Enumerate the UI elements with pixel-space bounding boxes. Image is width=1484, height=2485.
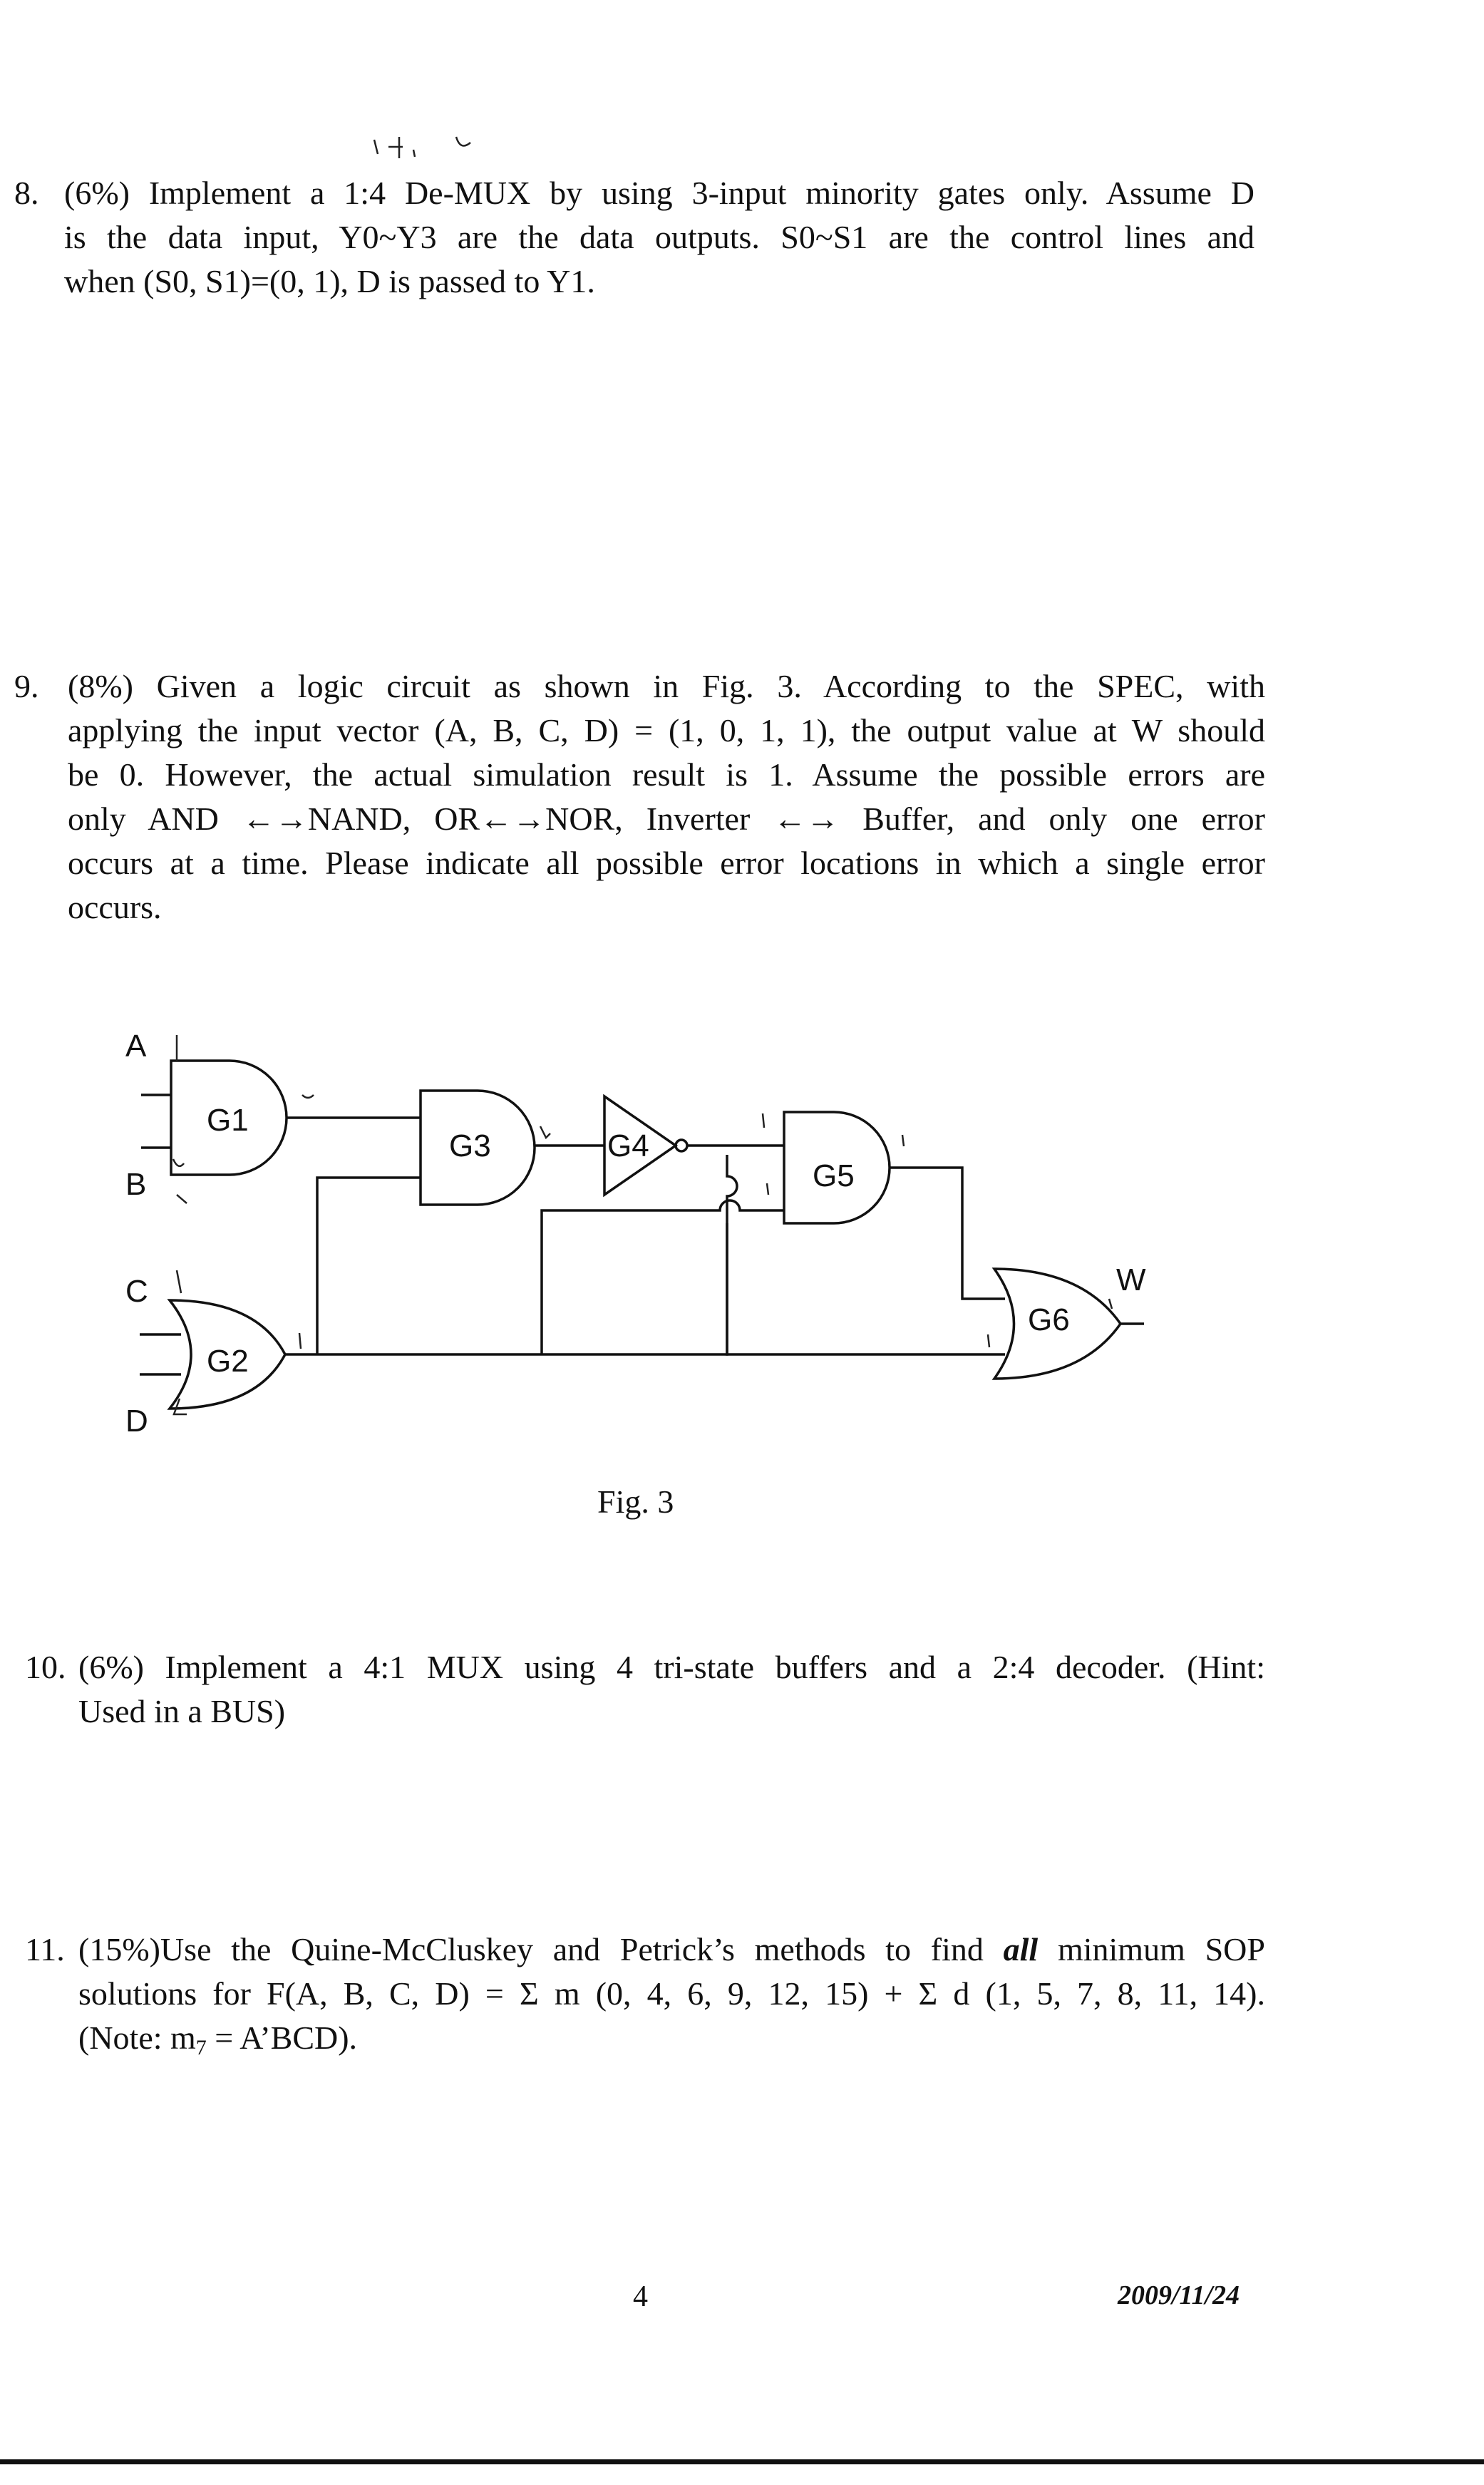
q9-line-3: be 0. However, the actual simulation result is 1. Assume the possible errors are xyxy=(68,756,1265,793)
page-number: 4 xyxy=(633,2280,648,2313)
q11-line-2: solutions for F(A, B, C, D) = Σ m (0, 4, 6, 9, 12, 15) + Σ d (1, 5, 7, 8, 11, 14). xyxy=(78,1975,1265,2012)
q11-line-3-pre: (Note: m xyxy=(78,2020,196,2056)
bottom-rule xyxy=(0,2459,1484,2464)
input-a-label: A xyxy=(125,1029,147,1064)
q10-line-2: Used in a BUS) xyxy=(78,1693,286,1729)
question-11-text xyxy=(78,1928,1265,2070)
gate-g6-label: G6 xyxy=(1028,1302,1070,1337)
q9-line-6: occurs. xyxy=(68,889,162,925)
q11-subscript: 7 xyxy=(195,2036,207,2059)
handwritten-annotations xyxy=(173,137,1112,1414)
question-10-text xyxy=(78,1645,1265,1734)
q11-line-3-post: = A’BCD). xyxy=(206,2020,358,2056)
q9-line-1: (8%) Given a logic circuit as shown in Fig. 3. According to the SPEC, with xyxy=(68,668,1265,704)
question-9-number: 9. xyxy=(14,668,39,704)
q11-line-1 xyxy=(78,1928,1265,1972)
input-d-label: D xyxy=(125,1404,148,1439)
q8-line-2: is the data input, Y0~Y3 are the data outputs. S0~S1 are the control lines and xyxy=(64,219,1254,255)
question-11-number: 11. xyxy=(25,1931,65,1967)
wire-loop-g3 xyxy=(317,1178,421,1354)
gate-g5-label: G5 xyxy=(813,1158,855,1193)
q9-line-4: only AND ←→NAND, OR←→NOR, Inverter ←→ Buffer, and only one error xyxy=(68,801,1265,837)
q10-line-1: (6%) Implement a 4:1 MUX using 4 tri-state buffers and a 2:4 decoder. (Hint: xyxy=(78,1649,1265,1685)
wire-g2-out xyxy=(285,1223,727,1354)
q11-emphasis-all: all xyxy=(1003,1931,1039,1967)
question-10-number: 10. xyxy=(25,1649,66,1685)
input-b-label: B xyxy=(125,1167,147,1202)
gate-g3-label: G3 xyxy=(449,1128,491,1163)
q11-line-1-pre: (15%)Use the Quine-McCluskey and Petrick’s methods to find xyxy=(78,1931,1004,1967)
gate-g4-label: G4 xyxy=(607,1128,649,1163)
wire-g5-lower xyxy=(542,1200,784,1354)
input-c-label: C xyxy=(125,1274,148,1309)
exam-date: 2009/11/24 xyxy=(1118,2280,1240,2310)
output-w-label: W xyxy=(1116,1262,1146,1297)
q9-line-5: occurs at a time. Please indicate all possible error locations in which a single error xyxy=(68,845,1265,881)
q9-line-2: applying the input vector (A, B, C, D) = (1, 0, 1, 1), the output value at W should xyxy=(68,712,1265,748)
wire-g5-g6 xyxy=(890,1168,1005,1299)
figure-caption: Fig. 3 xyxy=(597,1483,674,1520)
q11-line-1-post: minimum SOP xyxy=(1038,1931,1265,1967)
q8-line-1: (6%) Implement a 1:4 De-MUX by using 3-input minority gates only. Assume D xyxy=(64,175,1254,211)
question-8-number: 8. xyxy=(14,175,39,211)
gate-g1-label: G1 xyxy=(207,1103,249,1138)
q8-line-3: when (S0, S1)=(0, 1), D is passed to Y1. xyxy=(64,263,595,299)
q11-line-3 xyxy=(78,2016,1265,2070)
gate-g2-label: G2 xyxy=(207,1344,249,1379)
